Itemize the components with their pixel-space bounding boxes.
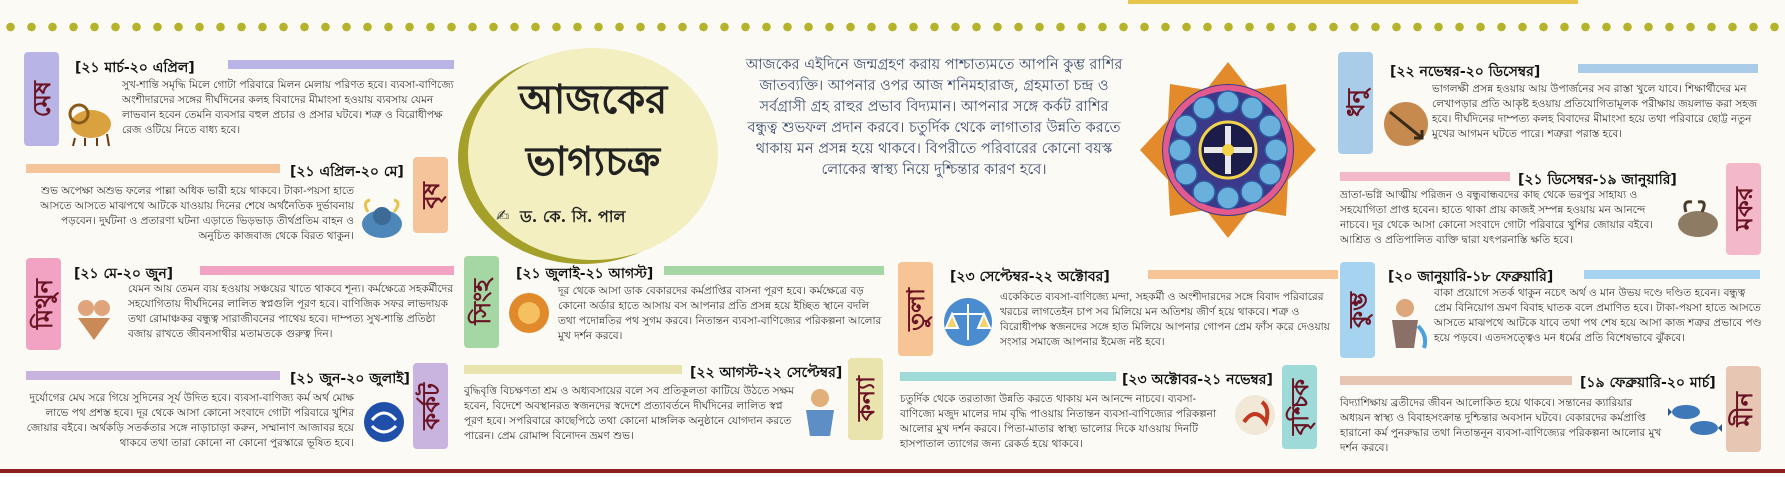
sign-tab-tula: তুলা [898,262,933,356]
sign-text-karkat: দুর্যোগের মেঘ সরে গিয়ে সুদিনের সূর্য উদিত হবে। ব্যবসা-বাণিজ্য কর্ম অর্থ মোক্ষ লাভে পথ প্রশস্ত হবে। দূর থেকে আসা কোনো সংবাদে গোটা পরিবারে খুশির জোয়ার বইবে। অর্থকড়ি সতর্কতার সঙ্গে নাড়াচাড়া করুন, সম্মানাণ আজাবর হয়ে থাকবে তথা তারা কোনো না কোনো পুরস্কারে ভূষিত হবে। [26,392,354,449]
sign-text-mithun: যেমন আয় তেমন ব্যয় হওয়ায় সঞ্চয়ের খাতে থাকবে শূন্য। কর্মক্ষেত্রে সহকর্মীদের সহযোগিতায় দীর্ঘদিনের লালিত স্বপ্নগুলি পূরণ হবে। বাণিজিক সফর লাভদায়ক তথা রোমাঞ্চকর বন্ধুত্ব সারাজীবনের পাথেয় হবে। দাম্পত্য সুখ-শান্তি প্রতিষ্ঠা বজায় রাখতে জীবনসাথীর মতামতকে গুরুত্ব দিন। [128,283,454,340]
sign-bar-brishchik [900,372,1116,381]
sign-tab-karkat: কর্কট [413,363,448,449]
fish-icon [1668,394,1722,444]
sign-dates-mithun: [২১ মে-২০ জুন] [74,266,174,282]
sign-tab-singha: সিংহ [464,256,499,348]
sign-bar-singha [664,266,884,275]
sign-dates-kumbha: [২০ জানুয়ারি-১৮ ফেব্রুয়ারি] [1388,269,1554,285]
sign-dates-tula: [২৩ সেপ্টেম্বর-২২ অক্টোবর] [950,269,1110,285]
sign-tab-makar: মকর [1726,163,1761,255]
bottom-rule [0,469,1785,473]
sign-bar-kumbha [1584,270,1760,279]
sign-dates-brishchik: [২৩ অক্টোবর-২১ নভেম্বর] [1122,372,1273,388]
sign-text-tula: একেকিতে ব্যবসা-বাণিজ্যে মন্দা, সহকর্মী ও অংশীদারদের সঙ্গে বিবাদ পরিবারের খরচের লাগতেইন চাপ সব মিলিয়ে মন অতিশয় জীর্ণ হয়ে থাকবে। শত্রু ও বিরোধীপক্ষ স্বজনদের সঙ্গে হাত মিলিয়ে আপনার গোপন প্রেম ফাঁস করে দেওয়ায় সংসার সমাজে আপনার ইমেজ নষ্ট হবে। [1000,291,1330,348]
sign-text-brishchik: চতুর্দিক থেকে তরতাজা উন্নতি করতে থাকায় মন আনন্দে নাচবে। ব্যবসা-বাণিজ্যে মজুদ মালের দাম বৃদ্ধি পাওয়ায় নিতান্তন ব্যবসা-বাণিজ্যের পরিকল্পনা আলোর মুখ দর্শন করবে। পিতা-মাতার স্বাস্থ্য ভালোর দিকে যাওয়ায় দিনটি হাসপাতাল ত্যাগের জন্য রেকর্ড হয়ে থাকবে। [900,393,1216,450]
twins-icon [68,292,120,344]
sign-text-kanya: বুদ্ধিবৃত্তি বিচক্ষণতা শ্রম ও অধ্যবসায়ের বলে সব প্রতিকূলতা কাটিয়ে উঠতে সক্ষম হবেন, বিদেশে অবস্থানরত স্বজনদের স্বদেশে প্রত্যাবর্তনে দীর্ঘদিনের লালিত স্বপ্ন পূরণ হবে। সপরিবারে কাছেপিঠে তথা কোনো মাঙ্গলিক অনুষ্ঠানে যোগদান করতে পারেন। প্রেম রোমান্স বিনোদন ভ্রমণ শুভ। [464,385,794,442]
sign-text-makar: ভ্রাতা-ভগ্নি আত্মীয় পরিজন ও বন্ধুবান্ধবদের কাছ থেকে ভরপুর সাহায্য ও সহযোগিতা প্রাপ্ত হবেন। হাতে থাকা প্রায় কাজই সম্পন্ন হওয়ায় মন আনন্দে নাচবে। দূর থেকে আসা কোনো সংবাদে গোটা পরিবারে খুশির জোয়ার বইবে। আশ্রিত ও প্রতিপালিত ব্যক্তি দ্বারা যৎপরনাস্তি ক্ষতি হবে। [1340,189,1654,246]
pen-icon: ✍ [496,206,510,225]
sign-dates-makar: [২১ ডিসেম্বর-১৯ জানুয়ারি] [1518,172,1677,188]
sign-tab-brishchik: বৃশ্চিক [1282,365,1317,449]
sign-dates-karkat: [২১ জুন-২০ জুলাই] [290,371,410,387]
sign-bar-karkat [26,371,280,380]
sign-dates-brish: [২১ এপ্রিল-২০ মে] [290,164,404,180]
ram-icon [65,94,117,148]
top-accent-line [1128,0,1578,4]
author-name: ড. কে. সি. পাল [520,207,626,226]
sign-dates-dhanu: [২২ নভেম্বর-২০ ডিসেম্বর] [1390,64,1541,80]
page-title-line1: আজকের [518,76,668,123]
sign-tab-dhanu: ধনু [1338,52,1373,154]
bull-icon [356,194,408,246]
sign-tab-kumbha: কুম্ভ [1340,262,1375,358]
sign-text-singha: দূর থেকে আসা ডাক বেকারদের কর্মপ্রাপ্তির বাসনা পূরণ হবে। কর্মক্ষেত্রে বড় কোনো অর্ডার হাতে আসায় বস আপনার প্রতি প্রসন্ন হয়ে ইচ্ছিত স্থানে বদলি তথা পদোন্নতির পথ সুগম করবে। নিতান্তন ব্যবসা-বাণিজ্যের পরিকল্পনা আলোর মুখ দর্শন করবে। [558,285,882,342]
sign-bar-dhanu [1578,64,1758,73]
crab-icon [360,398,408,446]
sign-text-dhanu: ভাগলক্ষী প্রসন্ন হওয়ায় আয় উপার্জনের সব রাস্তা খুলে যাবে। শিক্ষার্থীদের মন লেখাপড়ার প্রতি আকৃষ্ট হওয়ায় প্রতিযোগিতামূলক পরীক্ষায় জয়লাভ করা সহজ হবে। দীর্ঘদিনের দাম্পত্য কলহ বিবাদের মীমাংসা হয়ে তথা পরিবারে ছোট্ট নতুন মুখের আগমন ঘটতে পারে। শত্রুরা পরাস্ত হবে। [1432,83,1758,140]
sign-tab-mesh: মেষ [24,52,59,146]
sign-bar-kanya [464,365,682,374]
sign-bar-mesh [228,60,454,69]
water-bearer-icon [1380,296,1430,352]
lion-icon [506,290,552,336]
sign-dates-kanya: [২২ আগস্ট-২২ সেপ্টেম্বর] [690,365,843,381]
sign-bar-mithun [200,266,454,275]
sign-text-brish: শুভ অপেক্ষা অশুভ ফলের পাল্লা অধিক ভারী হয়ে থাকবে। টাকা-পয়সা হাতে আসতে আসতে মাঝপথে আটকে যাওয়ায় দিনের শেষে অর্থনৈতিক দুর্ভাবনায় পড়বেন। দুর্ঘটনা ও প্রতারণা ঘটনা এড়াতে ভিড়ভাড় তীর্থপ্রতিম বাহন ও অনুচিত কাজবাজ থেকে বিরত থাকুন। [40,185,354,242]
virgo-icon [796,384,842,438]
sign-dates-singha: [২১ জুলাই-২১ আগস্ট] [516,266,654,282]
sign-tab-kanya: কন্যা [848,358,883,440]
intro-paragraph: আজকের এইদিনে জন্মগ্রহণ করায় পাশ্চাত্যমতে আপনি কুম্ভ রাশির জাতব্যক্তি। আপনার ওপর আজ শনিমহারাজ, গ্রহমাতা চন্দ্র ও সর্বগ্রাসী গ্রহ রাহুর প্রভাব বিদ্যমান। আপনার সঙ্গে কর্কট রাশির বন্ধুত্ব শুভফল প্রদান করবে। চতুর্দিক থেকে লাগাতার উন্নতি করতে থাকায় মন প্রসন্ন হয়ে থাকবে। বিপরীতে পরিবারের কোনো বয়স্ক লোকের স্বাস্থ্য নিয়ে দুশ্চিন্তার কারণ হবে। [745,57,1123,178]
sign-text-kumbha: বাকা প্রয়োগে সতর্ক থাকুন নচেৎ অর্থ ও মান উভয় দণ্ডে দণ্ডিত হবেন। বন্ধুত্ব প্রেম বিনিয়োগ ভ্রমণ বিবাহ ঘাতক বলে প্রমাণিত হবে। টাকা-পয়সা হাতে আসতে আসতে মাঝপথে আটকে যাবে তথা পথ শেষ হয়ে আসা কাজ শত্রুর প্রভাবে পণ্ড হয়ে পড়বে। এতদসত্ত্বেও মন ধর্মের প্রতি বিশেষভাবে ঝুঁকবে। [1434,287,1762,344]
sign-tab-mithun: মিথুন [26,258,61,350]
page-title-line2: ভাগ্যচক্র [525,138,661,185]
sign-dates-mesh: [২১ মার্চ-২০ এপ্রিল] [75,60,195,76]
sign-dates-meen: [১৯ ফেব্রুয়ারি-২০ মার্চ] [1580,375,1716,391]
goat-icon [1672,194,1724,246]
zodiac-wheel-icon [1138,60,1318,240]
archer-icon [1380,98,1432,152]
scales-icon [940,294,996,350]
dotted-border [0,22,1785,32]
sign-bar-brish [26,164,280,173]
sign-tab-brish: বৃষ [413,157,448,233]
scorpion-icon [1232,392,1278,438]
sign-bar-meen [1340,376,1572,385]
sign-text-mesh: সুখ-শান্তি সমৃদ্ধি মিলে গোটা পরিবারে মিলন মেলায় পরিণত হবে। ব্যবসা-বাণিজ্যে অংশীদারদের সঙ্গের দীর্ঘদিনের কলহ বিবাদের মীমাংসা হওয়ায় ব্যবসায় যেমন লাভবান হবেন তেমনি ব্যবসার বহুল প্রচার ও প্রসার ঘটবে। শত্রু ও বিরোধীপক্ষ রেজ ওটিয়ে নিতে বাধ্য হবে। [122,79,454,136]
sign-tab-meen: মীন [1726,366,1761,452]
sign-bar-makar [1340,172,1510,181]
sign-bar-tula [1148,270,1338,279]
sign-text-meen: বিদ্যাশিক্ষায় ব্রতীদের জীবন আলোকিত হয়ে থাকবে। সন্তানের ক্যারিয়ার অধ্যয়ন স্বাস্থ্য ও বিবাহসংক্রান্ত দুশ্চিন্তার অবসান ঘটবে। বেকারদের কর্মপ্রাপ্তি হারানো কর্ম পুনরুদ্ধার তথা নিতান্তনূন ব্যবসা-বাণিজ্যের পরিকল্পনা আলোর মুখ দর্শন করবে। [1340,397,1662,454]
